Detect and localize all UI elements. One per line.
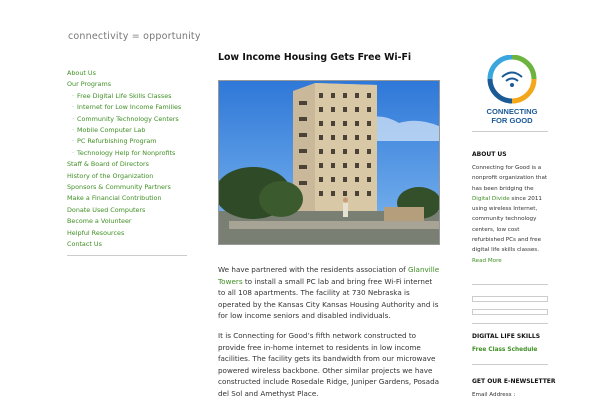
tree-left-2 bbox=[259, 181, 303, 217]
nav-item[interactable]: About Us bbox=[67, 69, 96, 77]
nav-item[interactable]: · Community Technology Centers bbox=[67, 114, 187, 125]
connecting-for-good-logo[interactable] bbox=[481, 55, 543, 125]
nav-item[interactable]: · Free Digital Life Skills Classes bbox=[67, 91, 187, 102]
post-photo bbox=[218, 80, 440, 245]
nav-item[interactable]: Donate Used Computers bbox=[67, 205, 146, 214]
low-building bbox=[384, 207, 424, 221]
main-content bbox=[218, 51, 440, 398]
logo-arc-orange bbox=[512, 79, 534, 101]
sidebar-widget-box[interactable] bbox=[472, 309, 548, 315]
post-paragraph-2: It is Connecting for Good’s fifth network constructed to provide free in-home internet to residents in low income facilities. The facility gets its bandwidth from our microwave powered wireless backbone. Other similar projects we have constructed include Rosedale Ridge, Juniper Gardens, Posada del Sol and Amethyst Place. bbox=[218, 330, 440, 398]
logo-arc-blue bbox=[490, 79, 512, 101]
nav-item[interactable]: Become a Volunteer bbox=[67, 217, 132, 226]
newsletter-heading: GET OUR E-NEWSLETTER bbox=[472, 378, 556, 385]
nav-item[interactable]: History of the Organization bbox=[67, 171, 154, 180]
person-head bbox=[343, 198, 348, 203]
nav-divider bbox=[67, 255, 187, 256]
person bbox=[343, 203, 348, 217]
email-address-label: Email Address : bbox=[472, 392, 516, 398]
free-class-schedule-link[interactable]: Free Class Schedule bbox=[472, 347, 538, 353]
about-text: Connecting for Good is a nonprofit organization that has been bridging the Digital Divide since 2011 using wireless Internet, community technology centers, low cost refurbished PCs and free digital life skills classes. Read More bbox=[472, 165, 548, 264]
wifi-icon bbox=[502, 73, 522, 78]
post-title[interactable]: Low Income Housing Gets Free Wi-Fi bbox=[218, 52, 412, 63]
nav-item[interactable]: Contact Us bbox=[67, 240, 102, 249]
nav-item[interactable]: Our Programs bbox=[67, 80, 112, 89]
post-paragraph-1: We have partnered with the residents association of Glanville Towers to install a small PC lab and bring free Wi-Fi internet to all 108 apartments. The facility at 730 Nebraska is operated by the Kansas City Kansas Housing Authority and is for low income seniors and disabled individuals. bbox=[218, 265, 440, 321]
site-tagline: connectivity = opportunity bbox=[68, 31, 201, 42]
logo-text-line2: FOR GOOD bbox=[491, 116, 533, 125]
nav-item[interactable]: Staff & Board of Directors bbox=[67, 160, 149, 169]
logo-text-line1: CONNECTING bbox=[486, 107, 538, 116]
about-heading: ABOUT US bbox=[472, 151, 507, 158]
glanville-towers-link[interactable]: Glanville Towers bbox=[218, 265, 440, 286]
left-navigation bbox=[67, 68, 187, 251]
nav-item[interactable]: · Internet for Low Income Families bbox=[67, 102, 187, 113]
sidewalk bbox=[229, 221, 440, 229]
digital-life-skills-heading: DIGITAL LIFE SKILLS bbox=[472, 333, 541, 340]
nav-item[interactable]: Helpful Resources bbox=[67, 228, 125, 237]
nav-item[interactable]: Sponsors & Community Partners bbox=[67, 183, 171, 192]
read-more-link[interactable]: Read More bbox=[472, 257, 502, 264]
post-body bbox=[218, 264, 440, 408]
logo-arc-green bbox=[512, 57, 534, 79]
sidebar-divider bbox=[472, 284, 548, 285]
logo-graphic bbox=[481, 55, 543, 125]
building-photo-illustration bbox=[219, 81, 440, 245]
nav-item[interactable]: Make a Financial Contribution bbox=[67, 194, 162, 203]
nav-item[interactable]: · Technology Help for Nonprofits bbox=[67, 148, 187, 159]
nav-item[interactable]: · Mobile Computer Lab bbox=[67, 125, 187, 136]
logo-arc-lightblue bbox=[490, 57, 512, 79]
sidebar-divider bbox=[472, 323, 548, 324]
sidebar-divider bbox=[472, 131, 548, 132]
sidebar-widget-box[interactable] bbox=[472, 296, 548, 302]
sidebar-divider bbox=[472, 364, 548, 365]
nav-item[interactable]: · PC Refurbishing Program bbox=[67, 136, 187, 147]
digital-divide-link[interactable]: Digital Divide bbox=[472, 195, 510, 202]
